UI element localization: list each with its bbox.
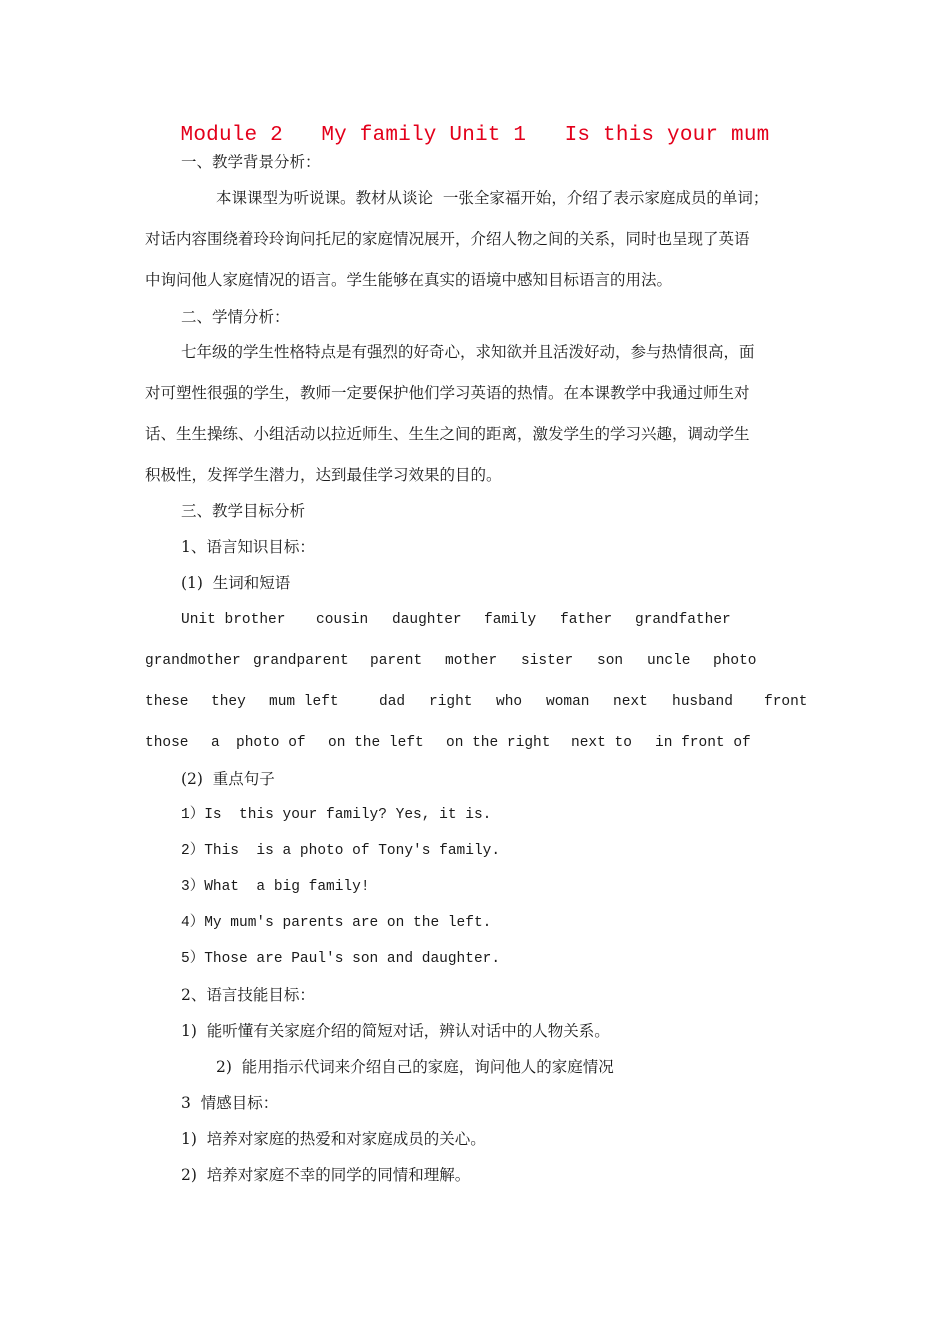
vocab-word: mother [445, 653, 498, 669]
vocab-word: next to [571, 735, 632, 751]
vocab-word: Unit brother [181, 612, 286, 628]
goal-3-item-2: 2) 培养对家庭不幸的同学的同情和理解。 [181, 1166, 471, 1184]
goal-2-item-1: 1) 能听懂有关家庭介绍的简短对话，辨认对话中的人物关系。 [181, 1022, 610, 1040]
vocab-word: parent [370, 653, 423, 669]
vocab-word: mum left [269, 694, 339, 710]
goal-2-heading: 2、语言技能目标： [181, 986, 315, 1004]
section-2-line-2: 对可塑性很强的学生，教师一定要保护他们学习英语的热情。在本课教学中我通过师生对 [145, 384, 750, 402]
vocab-word: son [597, 653, 624, 669]
vocab-word: husband [672, 694, 733, 710]
sentence-1: 1）Is this your family? Yes, it is. [181, 807, 492, 823]
sentence-4: 4）My mum's parents are on the left. [181, 915, 492, 931]
sentences-heading: (2) 重点句子 [181, 770, 275, 788]
section-2-line-1: 七年级的学生性格特点是有强烈的好奇心，求知欲并且活泼好动，参与热情很高，面 [181, 343, 755, 361]
vocab-word: who [496, 694, 523, 710]
vocab-word: cousin [316, 612, 369, 628]
goal-3-item-1: 1) 培养对家庭的热爱和对家庭成员的关心。 [181, 1130, 486, 1148]
vocab-word: daughter [392, 612, 462, 628]
vocab-word: on the left [328, 735, 424, 751]
vocab-word: father [560, 612, 613, 628]
sentence-5: 5）Those are Paul's son and daughter. [181, 951, 501, 967]
vocab-word: in front of [655, 735, 751, 751]
vocab-word: those [145, 735, 189, 751]
section-1-line-2: 对话内容围绕着玲玲询问托尼的家庭情况展开，介绍人物之间的关系，同时也呈现了英语 [145, 230, 750, 248]
section-2-line-4: 积极性，发挥学生潜力，达到最佳学习效果的目的。 [145, 466, 502, 484]
sentence-2: 2）This is a photo of Tony's family. [181, 843, 501, 859]
section-1-heading: 一、教学背景分析： [181, 153, 321, 171]
vocab-word: family [484, 612, 537, 628]
vocab-word: grandparent [253, 653, 349, 669]
vocab-word: woman [546, 694, 590, 710]
vocab-word: photo of [236, 735, 306, 751]
section-1-line-1: 本课课型为听说课。教材从谈论 一张全家福开始，介绍了表示家庭成员的单词； [216, 189, 769, 207]
vocab-word: dad [379, 694, 406, 710]
section-1-line-3: 中询问他人家庭情况的语言。学生能够在真实的语境中感知目标语言的用法。 [145, 271, 673, 289]
vocab-word: front [764, 694, 808, 710]
goal-1-heading: 1、语言知识目标： [181, 538, 315, 556]
section-2-line-3: 话、生生操练、小组活动以拉近师生、生生之间的距离，激发学生的学习兴趣，调动学生 [145, 425, 750, 443]
vocab-word: on the right [446, 735, 551, 751]
vocab-word: grandfather [635, 612, 731, 628]
goal-2-item-2: 2) 能用指示代词来介绍自己的家庭，询问他人的家庭情况 [216, 1058, 614, 1076]
vocab-word: they [211, 694, 246, 710]
vocab-word: sister [521, 653, 574, 669]
vocab-word: next [613, 694, 648, 710]
vocab-word: photo [713, 653, 757, 669]
sentence-3: 3）What a big family! [181, 879, 370, 895]
section-3-heading: 三、教学目标分析 [181, 502, 306, 520]
vocab-word: grandmother [145, 653, 241, 669]
vocab-word: uncle [647, 653, 691, 669]
section-2-heading: 二、学情分析： [181, 308, 290, 326]
vocab-heading: (1) 生词和短语 [181, 574, 291, 592]
document-title: Module 2 My family Unit 1 Is this your mum [180, 124, 770, 147]
vocab-word: these [145, 694, 189, 710]
goal-3-heading: 3 情感目标： [181, 1094, 279, 1112]
vocab-word: right [429, 694, 473, 710]
vocab-word: a [211, 735, 220, 751]
